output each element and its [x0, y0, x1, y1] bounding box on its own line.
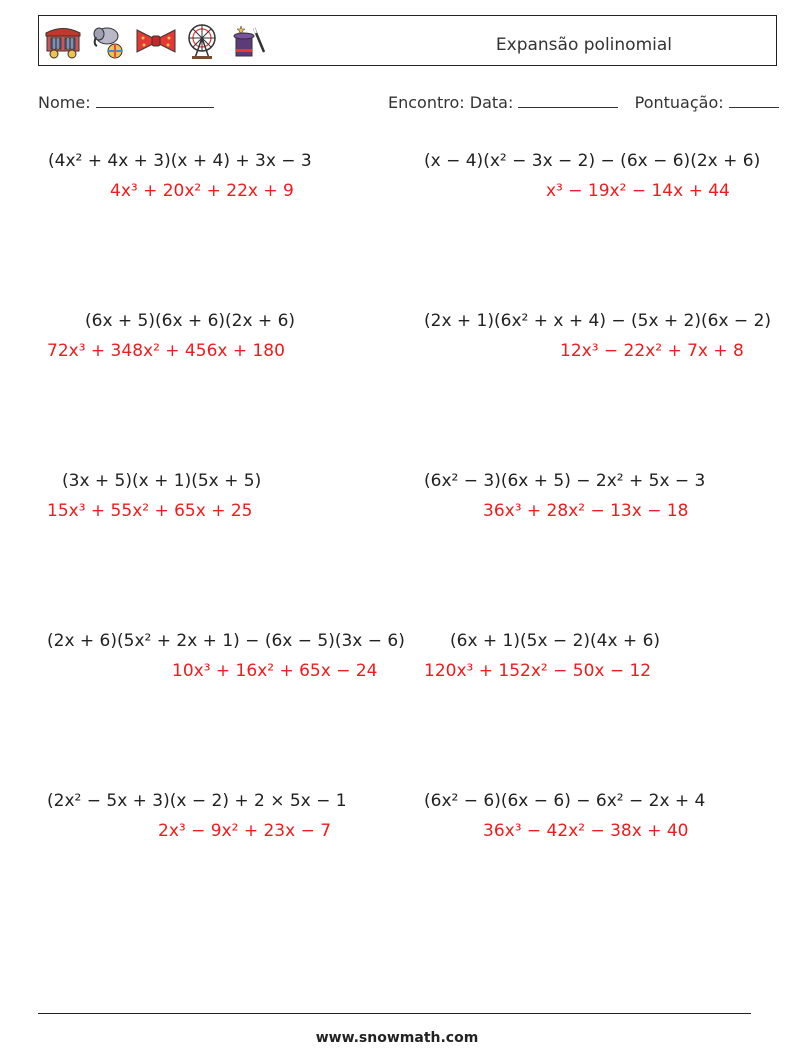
answer-expression: 4x³ + 20x² + 22x + 9: [110, 181, 294, 201]
answer-expression: 36x³ + 28x² − 13x − 18: [483, 501, 689, 521]
answer-expression: 72x³ + 348x² + 456x + 180: [47, 341, 285, 361]
ferris-wheel-icon: [185, 22, 219, 60]
footer-url[interactable]: www.snowmath.com: [315, 1030, 479, 1046]
problem-expression: (2x + 1)(6x² + x + 4) − (5x + 2)(6x − 2): [424, 311, 772, 331]
problem-expression: (2x + 6)(5x² + 2x + 1) − (6x − 5)(3x − 6): [47, 631, 405, 651]
name-blank[interactable]: [96, 93, 214, 108]
problem-expression: (4x² + 4x + 3)(x + 4) + 3x − 3: [48, 151, 312, 171]
problem-expression: (6x + 1)(5x − 2)(4x + 6): [450, 631, 661, 651]
problem-expression: (2x² − 5x + 3)(x − 2) + 2 × 5x − 1: [47, 791, 347, 811]
problem-expression: (x − 4)(x² − 3x − 2) − (6x − 6)(2x + 6): [424, 151, 761, 171]
score-blank[interactable]: [729, 93, 779, 108]
bow-tie-icon: [135, 26, 177, 56]
answer-expression: 12x³ − 22x² + 7x + 8: [560, 341, 744, 361]
circus-wagon-icon: [43, 23, 83, 59]
answer-expression: 15x³ + 55x² + 65x + 25: [47, 501, 253, 521]
footer-divider: [38, 1013, 751, 1014]
problem-expression: (3x + 5)(x + 1)(5x + 5): [62, 471, 262, 491]
answer-expression: 36x³ − 42x² − 38x + 40: [483, 821, 689, 841]
score-label: Pontuação:: [634, 93, 724, 112]
answer-expression: 120x³ + 152x² − 50x − 12: [424, 661, 652, 681]
magic-hat-icon: [227, 22, 267, 60]
name-label: Nome:: [38, 93, 91, 112]
date-score-fields: [388, 93, 779, 112]
answer-expression: 10x³ + 16x² + 65x − 24: [172, 661, 378, 681]
name-field: [38, 93, 214, 112]
elephant-on-ball-icon: [91, 22, 127, 60]
answer-expression: 2x³ − 9x² + 23x − 7: [158, 821, 332, 841]
worksheet-title: Expansão polinomial: [495, 35, 672, 55]
date-label: Encontro: Data:: [388, 93, 514, 112]
header-icons: [43, 22, 267, 60]
answer-expression: x³ − 19x² − 14x + 44: [546, 181, 730, 201]
problem-expression: (6x² − 3)(6x + 5) − 2x² + 5x − 3: [424, 471, 706, 491]
date-blank[interactable]: [518, 93, 618, 108]
problem-expression: (6x² − 6)(6x − 6) − 6x² − 2x + 4: [424, 791, 706, 811]
worksheet-header: [38, 15, 777, 66]
problem-expression: (6x + 5)(6x + 6)(2x + 6): [85, 311, 296, 331]
